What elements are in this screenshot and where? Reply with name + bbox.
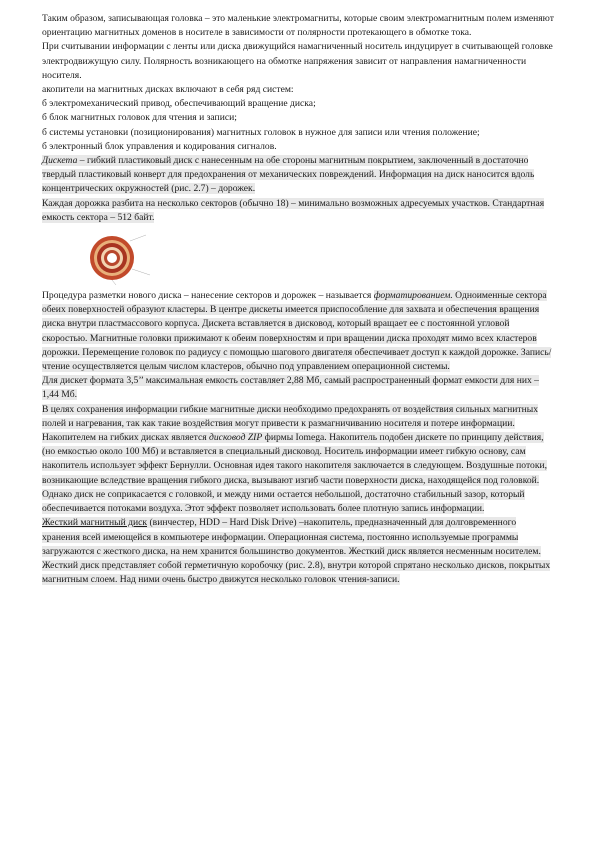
list-item-electronics: б электронный блок управления и кодирования сигналов. [42, 140, 277, 152]
paragraph-protection: В целях сохранения информации гибкие магнитные диски необходимо предохранять от воздействия сильных магнитных полей и нагревания, так как такие воздействия могут привести к размагничиванию носителя и потере информации. [42, 403, 538, 429]
term-diskette: Дискета [42, 155, 78, 167]
term-hdd: Жесткий магнитный диск [42, 517, 148, 529]
figure-leader-line [112, 280, 116, 285]
paragraph-formatting: Процедура разметки нового диска – нанесение секторов и дорожек – называется форматированием. Одноименные сектора обеих поверхностей образуют кластеры. В центре дискеты имеется приспособление для захвата и обеспечения вращения диска внутри пластмассового корпуса. Дискета вставляется в дисковод, который вращает ее с постоянной угловой скоростью. Магнитные головки прижимают к обеим поверхностям и при вращении диска проходят мимо всех кластеров дорожки. Перемещение головок по радиусу с помощью шагового двигателя обеспечивает доступ к каждой дорожке. Запись/чтение осуществляется целым числом кластеров, обычно под управлением операционной системы. [42, 290, 552, 373]
paragraph-diskette [42, 154, 555, 197]
figure-leader-line [130, 235, 146, 241]
paragraph-capacity: Для дискет формата 3,5’’ максимальная емкость составляет 2,88 Мб, самый распространенный формат емкости для них – 1,44 Мб. [42, 375, 539, 401]
paragraph-sectors [42, 197, 555, 225]
figure-leader-line [132, 269, 150, 275]
paragraph-hdd: Жесткий магнитный диск (винчестер, HDD – Hard Disk Drive) –накопитель, предназначенный для долговременного хранения всей имеющейся в компьютере информации. Операционная система, постоянно используемые программы загружаются с жесткого диска, на нем хранится большинство документов. Жесткий диск является несменным носителем. [42, 517, 541, 557]
paragraph-reading: При считывании информации с ленты или диска движущийся намагниченный носитель индуцирует в считывающей головке электродвижущую силу. Полярность возникающего на обмотке напряжения зависит от направления намагниченности носителя. [42, 41, 553, 81]
disk-center-hole [107, 253, 117, 263]
paragraph-recording-head: Таким образом, записывающая головка – это маленькие электромагниты, которые своим электромагнитным полем изменяют ориентацию магнитных доменов в носителе в зависимости от полярности протекающего в обмотке тока. [42, 13, 554, 39]
sectors-text: Каждая дорожка разбита на несколько секторов (обычно 18) – минимально возможных адресуемых участков. Стандартная емкость сектора – 512 байт. [42, 197, 545, 223]
list-item-heads: б блок магнитных головок для чтения и записи; [42, 112, 237, 124]
paragraph-systems-intro: акопители на магнитных дисках включают в себя ряд систем: [42, 84, 294, 96]
list-item-positioning: б системы установки (позиционирования) магнитных головок в нужное для записи или чтения положение; [42, 126, 480, 138]
list-item-drive: б электромеханический привод, обеспечивающий вращение диска; [42, 98, 316, 110]
term-formatting: форматированием. [373, 290, 453, 302]
disk-tracks-image [86, 229, 176, 287]
term-zip: дисковод ZIP [209, 432, 263, 444]
diskette-definition: – гибкий пластиковый диск с нанесенным на обе стороны магнитным покрытием, заключенный в достаточно твердый пластиковый конверт для предохранения от механических повреждений. Информация на диск наносится вдоль концентрических окружностей (рис. 2.7) – дорожек. [42, 155, 535, 195]
paragraph-hdd-structure: Жесткий диск представляет собой герметичную коробочку (рис. 2.8), внутри которой спрятано несколько дисков, покрытых магнитным слоем. Над ними очень быстро движутся несколько головок чтения-записи. [42, 559, 551, 586]
paragraph-zip: Накопителем на гибких дисках является дисковод ZIP фирмы Iomega. Накопитель подобен дискете по принципу действия, (но емкостью около 100 Мб) и вставляется в специальный дисковод. Носитель информации имеет гибкую основу, сам накопитель использует эффект Бернулли. Основная идея такого накопителя заключается в следующем. Воздушные потоки, возникающие вследствие вращения гибкого диска, вызывают изгиб части поверхности диска, находящейся под головкой. Однако диск не соприкасается с головкой, и между ними остается небольшой, достаточно стабильный зазор, который обеспечивается потоками воздуха. Этот эффект позволяет использовать более плотную запись информации. [42, 432, 548, 515]
disk-tracks-figure [42, 229, 555, 287]
